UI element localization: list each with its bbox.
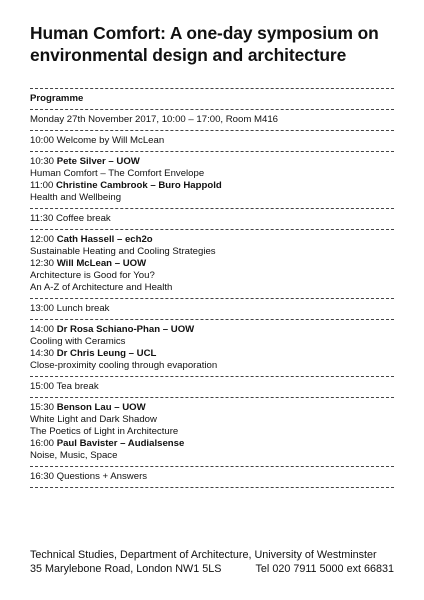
session-time: 12:00 <box>30 234 55 245</box>
schedule-text: 16:30 Questions + Answers <box>30 471 148 482</box>
schedule-text: Noise, Music, Space <box>30 450 118 461</box>
speaker-line <box>30 234 394 246</box>
schedule-block <box>30 209 394 229</box>
session-time: 12:30 <box>30 258 55 269</box>
footer-department: Technical Studies, Department of Architecture, University of Westminster <box>30 549 377 561</box>
title-line-1: Human Comfort: A one-day symposium on <box>30 23 379 43</box>
speaker-name: Christine Cambrook – Buro Happold <box>55 180 222 191</box>
speaker-name: Dr Chris Leung – UCL <box>56 348 157 359</box>
session-time: 10:30 <box>30 156 55 167</box>
schedule-text: The Poetics of Light in Architecture <box>30 426 179 437</box>
speaker-line <box>30 180 394 192</box>
schedule-block <box>30 131 394 151</box>
speaker-name: Pete Silver – UOW <box>56 156 140 167</box>
session-time: 15:30 <box>30 402 55 413</box>
dashed-divider <box>30 487 394 488</box>
footer <box>30 548 394 576</box>
programme-heading: Programme <box>30 93 84 104</box>
speaker-name: Will McLean – UOW <box>56 258 147 269</box>
schedule-block <box>30 320 394 376</box>
schedule-text: White Light and Dark Shadow <box>30 414 157 425</box>
session-time: 14:00 <box>30 324 55 335</box>
document-title <box>30 22 394 66</box>
schedule-text: Human Comfort – The Comfort Envelope <box>30 168 205 179</box>
schedule-text: Close-proximity cooling through evaporation <box>30 360 218 371</box>
footer-contact-line <box>30 562 394 576</box>
speaker-name: Paul Bavister – Audialsense <box>56 438 185 449</box>
footer-department-line <box>30 548 394 562</box>
speaker-name: Dr Rosa Schiano-Phan – UOW <box>56 324 195 335</box>
speaker-line <box>30 258 394 270</box>
session-time: 16:00 <box>30 438 55 449</box>
schedule-text: 15:00 Tea break <box>30 381 99 392</box>
speaker-name: Cath Hassell – ech2o <box>56 234 153 245</box>
footer-address: 35 Marylebone Road, London NW1 5LS <box>30 563 222 575</box>
title-line-2: environmental design and architecture <box>30 45 347 65</box>
programme-schedule <box>30 130 394 487</box>
schedule-block <box>30 230 394 298</box>
date-line: Monday 27th November 2017, 10:00 – 17:00, Room M416 <box>30 114 278 125</box>
schedule-text: Cooling with Ceramics <box>30 336 126 347</box>
speaker-name: Benson Lau – UOW <box>56 402 146 413</box>
schedule-block <box>30 377 394 397</box>
schedule-text: Architecture is Good for You? <box>30 270 155 281</box>
schedule-block <box>30 299 394 319</box>
footer-phone: Tel 020 7911 5000 ext 66831 <box>255 563 394 575</box>
speaker-line <box>30 438 394 450</box>
speaker-line <box>30 402 394 414</box>
session-time: 14:30 <box>30 348 55 359</box>
speaker-line <box>30 348 394 360</box>
schedule-text: 13:00 Lunch break <box>30 303 110 314</box>
speaker-line <box>30 324 394 336</box>
schedule-text: An A-Z of Architecture and Health <box>30 282 173 293</box>
schedule-block <box>30 398 394 466</box>
schedule-text: Sustainable Heating and Cooling Strategies <box>30 246 216 257</box>
schedule-text: 11:30 Coffee break <box>30 213 111 224</box>
schedule-block <box>30 152 394 208</box>
schedule-text: Health and Wellbeing <box>30 192 122 203</box>
session-time: 11:00 <box>30 180 54 191</box>
speaker-line <box>30 156 394 168</box>
schedule-block <box>30 467 394 487</box>
schedule-text: 10:00 Welcome by Will McLean <box>30 135 165 146</box>
